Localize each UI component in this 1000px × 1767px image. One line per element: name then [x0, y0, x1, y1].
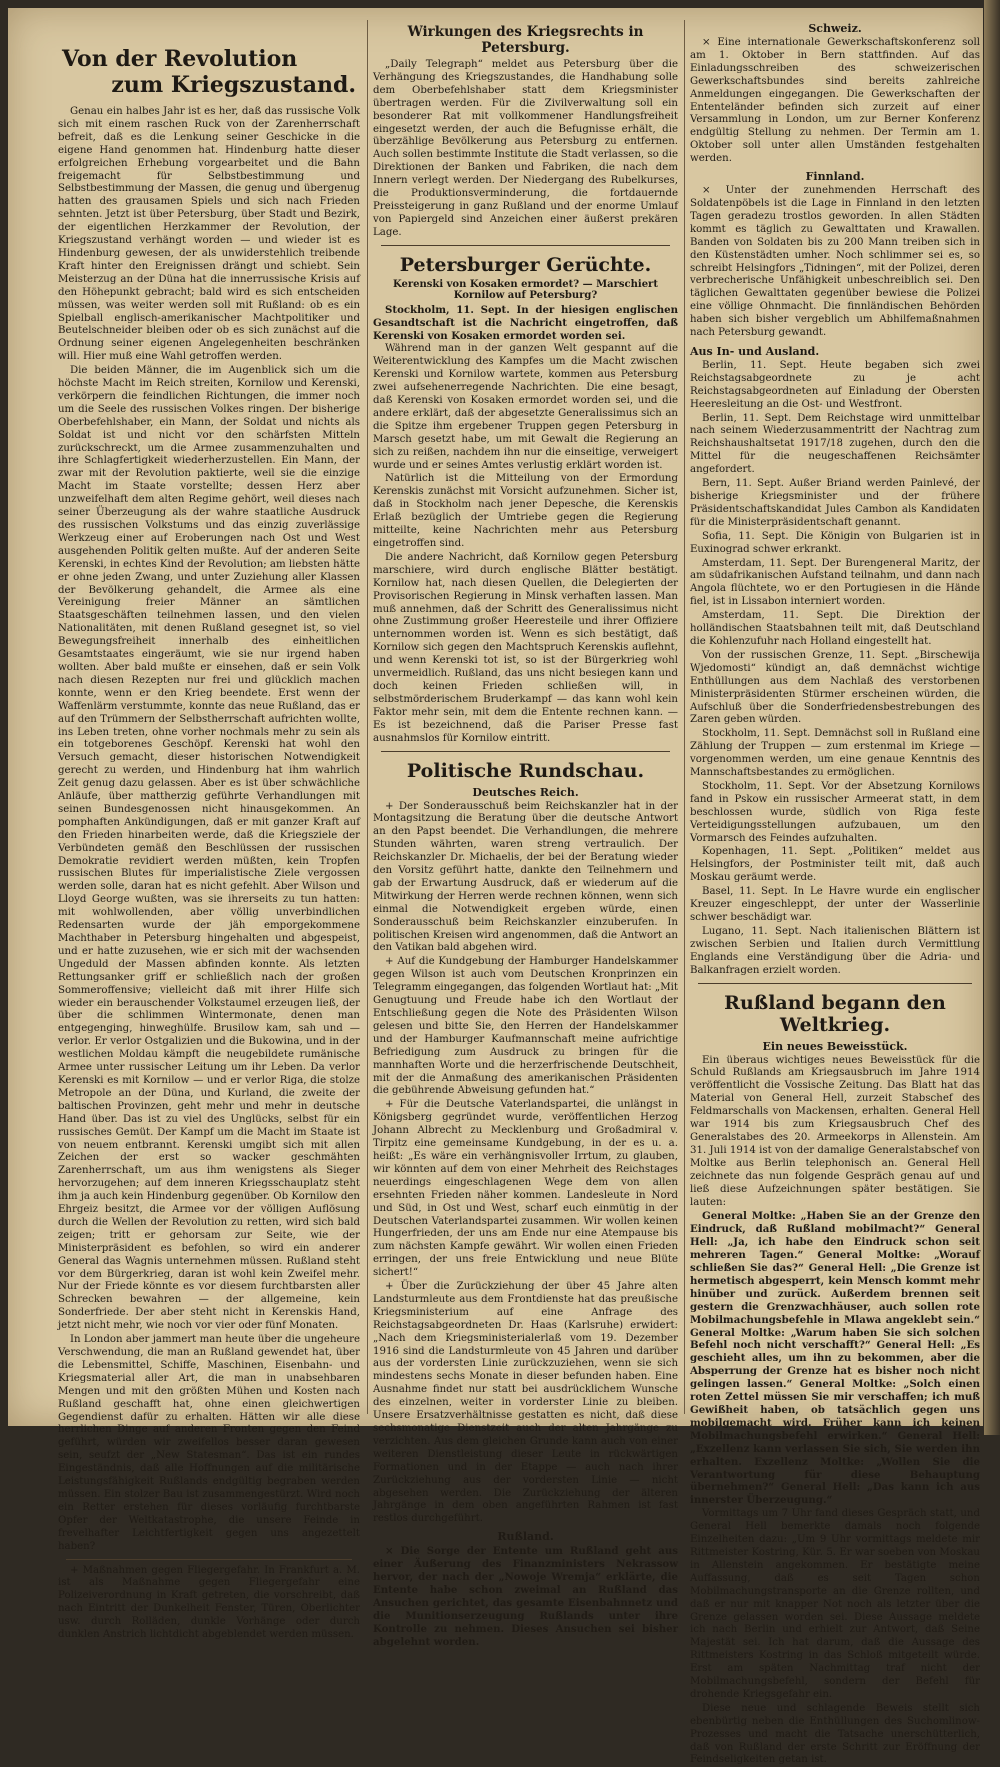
adjacent-page-edge [984, 0, 1000, 1435]
news-item: Berlin, 11. Sept. Heute begaben sich zwei Reichstagsabgeordnete zu je acht Reichstagsabgeordneten auf Einladung der Obersten Heeresleitung an die Ost- und Westfront. [690, 359, 980, 410]
section-subtitle: Rußland. [497, 1530, 554, 1544]
column-right [690, 18, 980, 1766]
column-rule [684, 20, 685, 1414]
section-title: Finnland. [805, 170, 865, 184]
news-item: Lugano, 11. Sept. Nach italienischen Blättern ist zwischen Serbien und Italien durch Vermittlung Englands eine Verständigung über die Adria- und Balkanfragen erzielt worden. [690, 925, 980, 976]
article-paragraph: × Die Sorge der Entente um Rußland geht aus einer Äußerung des Finanzministers Nekrassow hervor, der nach der „Nowoje Wremja“ erklärte, die Entente habe schon zweimal an Rußland das Ansuchen gerichtet, das gesamte Eisenbahnnetz und die Munitionserzeugung Rußlands unter ihre Kontrolle zu nehmen. Dieses Ansuchen sei bisher abgelehnt worden. [373, 1545, 678, 1648]
article-paragraph: In London aber jammert man heute über die ungeheure Verschwendung, die man an Rußland gewendet hat, über die Lebensmittel, Schiffe, Maschinen, Eisenbahn- und Kriegsmaterial aller Art, die man in unabsehbaren Mengen und mit den größten Mühen und Kosten nach Rußland geschafft hat, ohne einen gleichwertigen Gegendienst dafür zu erhalten. Hätten wir alle diese herrlichen Dinge auf anderen Fronten gegen den Feind geführt, würden wir zweifellos besser daran gewesen sein, seufzt der „New Statesman“. Das ist ein rundes Eingeständnis, daß alle Hoffnungen auf die militärische Leistungsfähigkeit Rußlands endgültig begraben werden müssen. Ein stolzer Bau ist zusammengestürzt. Wird noch ein Retter erstehen für dieses vorläufig furchtbarste Opfer der Weltkatastrophe, die unsere Feinde in frevelhafter Leichtfertigkeit gegen uns angezettelt haben? [58, 1334, 360, 1552]
article-paragraph: + Über die Zurückziehung der über 45 Jahre alten Landsturmleute aus dem Frontdienste hat das preußische Kriegsministerium auf eine Anfrage des Reichstagsabgeordneten Dr. Haas (Karlsruhe) erwidert: „Nach dem Kriegsministerialerlaß vom 19. Dezember 1916 sind die Landsturmleute von 45 Jahren und darüber aus der vordersten Linie zurückzuziehen, wenn sie sich mindestens sechs Monate in dieser befunden haben. Eine Ausnahme findet nur statt bei ausdrücklichem Wunsche des einzelnen, weiter in vorderster Linie zu bleiben. Unsere Ersatzverhältnisse gestatten es nicht, daß diese sechsmonatige Dienstzeit auch der alten Jahrgänge zu verzichten. Aus dem gleichen Grunde kann auch von einer weiteren Dienstleistung dieser Leute in rückwärtigen Formationen und in der Etappe — auch nach ihrer Zurückziehung aus der vordersten Linie — nicht abgesehen werden. Die Zurückziehung der älteren Jahrgänge in dem oben angeführten Rahmen ist fast restlos durchgeführt. [373, 1281, 678, 1525]
article-paragraph: Ein überaus wichtiges neues Beweisstück für die Schuld Rußlands am Kriegsausbruch im Jahre 1914 veröffentlicht die Vossische Zeitung. Das Blatt hat das Material von General Hell, zurzeit Stabschef des Feldmarschalls von Mackensen, erhalten. General Hell war 1914 bis zum Kriegsausbruch Chef des Generalstabes des 20. Armeekorps in Allenstein. Am 31. Juli 1914 ist von der damalige Generalstabschef von Moltke aus Berlin telephonisch an. General Hell zeichnete das nun folgende Gespräch genau auf und ließ diese Aufzeichnungen später bestätigen. Sie lauten: [690, 1054, 980, 1208]
article-paragraph: × Eine internationale Gewerkschaftskonferenz soll am 1. Oktober in Bern stattfinden. Auf das Einladungsschreiben des schweizerischen Gewerkschaftsbundes sind bereits zahlreiche Anmeldungen eingegangen. Die Gewerkschaften der Ententeländer befinden sich zurzeit auf einer Versammlung in London, um zur Berner Konferenz endgültig Stellung zu nehmen. Der Termin am 1. Oktober soll unter allen Umständen festgehalten werden. [690, 37, 980, 165]
section-title: Aus In- und Ausland. [690, 344, 820, 358]
headline-line-1: Von der Revolution [62, 46, 298, 72]
section-title: Schweiz. [808, 22, 862, 35]
article-paragraph: Genau ein halbes Jahr ist es her, daß das russische Volk sich mit einem raschen Ruck von der Zarenherrschaft befreit, daß es die Lenkung seiner Geschicke in die eigene Hand genommen hat. Hindenburg hatte dieser erfolgreichen Erhebung vorgearbeitet und die Bahn freigemacht für Selbstbestimmung und Selbstbestimmung der Massen, die genug und übergenug hatten des grausamen Spiels und sich nach Frieden sehnten. Jetzt ist über Petersburg, über Stadt und Bezirk, der eigentlichen Herzkammer der Revolution, der Kriegszustand verhängt worden — und wieder ist es Hindenburg gewesen, der als unwiderstehlich treibende Kraft hinter den Ereignissen drängt und schiebt. Sein Meisterzug an der Düna hat die innerrussische Krisis auf den Höhepunkt gebracht; bald wird es sich entscheiden müssen, was weiter werden soll mit Rußland: ob es ein Spielball englisch-amerikanischer Machtpolitiker und Beutelschneider bleiben oder ob es sich zunächst auf die Ordnung seiner eigenen Angelegenheiten beschränken will. Hier muß eine Wahl getroffen werden. [58, 106, 360, 363]
news-item: Stockholm, 11. Sept. Vor der Absetzung Kornilows fand in Pskow ein russischer Armeerat statt, in dem beschlossen wurde, südlich von Riga feste Verteidigungsstellungen aufzubauen, um den Vormarsch des Feindes aufzuhalten. [690, 780, 980, 844]
section-title: Petersburger Gerüchte. [399, 253, 652, 276]
section-subtitle: Deutsches Reich. [472, 785, 579, 799]
article-paragraph: Diese neue und schlagende Beweis stellt sich ebenbürtig neben die Enthüllungen des Suchomlinow-Prozesses und macht die Tatsache unerschütterlich, daß von Rußland der erste Schritt zur Eröffnung der Feindseligkeiten getan ist. [690, 1702, 980, 1766]
divider [381, 245, 670, 246]
article-paragraph: + Auf die Kundgebung der Hamburger Handelskammer gegen Wilson ist auch vom Deutschen Kronprinzen ein Telegramm eingegangen, das folgenden Wortlaut hat: „Mit Genugtuung und Freude habe ich den Wortlaut der Entschließung gegen die Note des Präsidenten Wilson gelesen und bitte Sie, den Herren der Handelskammer und der Hamburger Kaufmannschaft meine aufrichtige Befriedigung zum Ausdruck zu bringen für die mannhaften Worte und die herzerfrischende Deutschheit, mit der die Anmaßung des amerikanischen Präsidenten die gebührende Abweisung gefunden hat.“ [373, 956, 678, 1097]
news-item: Stockholm, 11. Sept. Demnächst soll in Rußland eine Zählung der Truppen — zum erstenmal im Kriege — vorgenommen werden, um eine genaue Kenntnis des Mannschaftsbestandes zu ermöglichen. [690, 728, 980, 779]
article-paragraph: Die beiden Männer, die im Augenblick sich um die höchste Macht im Reich streiten, Kornilow und Kerenski, verkörpern die feindlichen Richtungen, die immer noch um die Seele des russischen Volkes ringen. Der bisherige Oberbefehlshaber, ein Mann, der Soldat und nichts als Soldat ist und nicht vor den schärfsten Mitteln zurückschreckt, um die Armee zusammenzuhalten und ihre Schlagfertigkeit wiederherzustellen. Ein Mann, der zwar mit der Revolution paktierte, weil sie die einzige Macht im Staate vorstellte; dessen Herz aber unzweifelhaft dem alten Regime gehört, weil dieses nach seiner Überzeugung als der wahre staatliche Ausdruck des russischen Volkstums und das einzig zuverlässige Werkzeug einer auf Eroberungen nach Ost und West ausgehenden Politik gelten mußte. Auf der anderen Seite Kerenski, in echtes Kind der Revolution; am liebsten hätte er ohne jeden Zwang, und unter Zuziehung aller Klassen der Bevölkerung gehandelt, die Armee als eine Vereinigung freier Männer an sämtlichen Staatsgeschäften teilnehmen lassen, und den vielen Nationalitäten, mit denen Rußland gesegnet ist, so viel Bewegungsfreiheit innerhalb des einheitlichen Gesamtstaates eingeräumt, wie sie nur irgend haben wollten. Aber bald mußte er einsehen, daß er sein Volk nach diesen Rezepten nur frei und glücklich machen konnte, wenn er den Krieg beendete. Erst wenn der Waffenlärm verstummte, konnte das neue Rußland, das er auf den Trümmern der Selbstherrschaft aufrichten wollte, ins Leben treten, ohne vorher nochmals mehr zu sein als ein totgeborenes Geschöpf. Kerenski hat wohl den Versuch gemacht, dieser historischen Notwendigkeit gerecht zu werden, und Hindenburg hat ihm wahrlich Zeit genug dazu gelassen. Aber es ist über schwächliche Anläufe, über mattherzig geführte Verhandlungen mit seinen Bundesgenossen nicht hinausgekommen. An pomphaften Ankündigungen, daß er mit ganzer Kraft auf den Frieden hinarbeiten werde, daß die Kriegsziele der Verbündeten gemäß den Beschlüssen der russischen Demokratie revidiert werden müßten, kein Tropfen russischen Blutes für imperialistische Ziele vergossen werden solle, daran hat es nicht gefehlt. Aber Wilson und Lloyd George wußten, was sie ihrerseits zu tun hatten: mit wohlwollenden, aber völlig unverbindlichen Redensarten wurde der jäh emporgekommene Machthaber in Petersburg hingehalten und abgespeist, und er hatte zuzusehen, wie er sich mit der wachsenden Ungeduld der Massen abfinden konnte. Als letzten Rettungsanker griff er schließlich nach der großen Sommeroffensive; vielleicht daß mit ihrer Hilfe sich wieder ein berauschender Volkstaumel erzeugen ließ, der über die schlimmen Wintermonate, denen man entgegenging, hinweghülfe. Brusilow kam, sah und — verlor. Er verlor Ostgalizien und die Bukowina, und in der westlichen Moldau kämpft die neugebildete rumänische Armee unter russischer Leitung um ihr Leben. Da verlor Kerenski es mit Kornilow — und er verlor Riga, die stolze Metropole an der Düna, und Kurland, die zweite der baltischen Provinzen, geht mehr und mehr in deutsche Hand über. Das ist zu viel des Unglücks, selbst für ein russisches Gemüt. Der Kampf um die Macht im Staate ist von neuem entbrannt. Kerenski umgibt sich mit allen Zeichen der erst so wacker geschmähten Zarenherrschaft, um aus ihm wenigstens als Sieger hervorzugehen; auf dem inneren Kriegsschauplatz steht ihm ja auch kein Hindenburg gegenüber. Ob Kornilow den Ehrgeiz besitzt, die Armee vor der völligen Auflösung durch die Wellen der Revolution zu retten, wird sich bald zeigen; tritt er gehorsam zur Seite, wie der Ministerpräsident es befohlen, so wird ein anderer General das Wagnis unternehmen müssen. Rußland steht vor dem Bürgerkrieg, daran ist wohl kein Zweifel mehr. Nur der Friede könnte es vor diesem furchtbarsten aller Schrecken bewahren — der allgemeine, kein Sonderfriede. Der aber steht nicht in Kerenskis Hand, jetzt nicht mehr, wie noch vor vier oder fünf Monaten. [58, 365, 360, 1332]
main-headline [62, 46, 360, 98]
section-title: Politische Rundschau. [406, 759, 645, 782]
divider [66, 1559, 352, 1560]
section-title: Rußland begann den Weltkrieg. [724, 991, 946, 1036]
article-paragraph: „Daily Telegraph“ meldet aus Petersburg über die Verhängung des Kriegszustandes, die Handhabung solle dem Oberbefehlshaber statt dem Kriegsminister übertragen werden. Für die Zivilverwaltung soll ein besonderer Rat mit vollkommener Handlungsfreiheit eingesetzt werden, der auch die Befugnisse erhält, die überzählige Bevölkerung aus Petersburg zu entfernen. Auch sollen bestimmte Institute die Stadt verlassen, so die Direktionen der Banken und Fabriken, die nach dem Innern verlegt werden. Der Niedergang des Rubelkurses, die Produktionsverminderung, die fortdauernde Preissteigerung in ganz Rußland und der enorme Umlauf von Papiergeld sind Anzeichen einer äußerst prekären Lage. [373, 59, 678, 238]
news-item: Amsterdam, 11. Sept. Die Direktion der holländischen Staatsbahnen teilt mit, daß Deutschland die Kohlenzufuhr nach Holland eingestellt hat. [690, 610, 980, 647]
divider [381, 751, 670, 752]
article-paragraph: + Maßnahmen gegen Fliegergefahr. In Frankfurt a. M. ist als Maßnahme gegen Fliegergefahr eine Polizeiverordnung in Kraft getreten, die vorschreibt, daß nach Eintritt der Dunkelheit Fenster, Türen, Oberlichter usw. durch Rolläden, dunkle Vorhänge oder durch dunklen Anstrich lichtdicht abgeblendet werden müssen. [58, 1564, 360, 1641]
article-paragraph: Vormittags um 7 Uhr fand dieses Gespräch statt, und General Hell bemerkte damals noch folgende Einzelheiten dazu: „Um 9 Uhr vormittags meldete mir Rittmeister Kostring, Kür. 5. Er war soeben von Moskau in Allenstein angekommen. Er bestätigte meine Auffassung, daß es seit Tagen schon Mobilmachungstransporte an die Grenze rollten, und daß er nur mit knapper Not noch als letzter über die Grenze gelassen worden sei. Diese Aussage meldete ich nach Berlin und erhielt zur Antwort, daß Seine Majestät sei. Ich hat darum, daß die Aussage des Rittmeisters Kostring in das Schloß mitgeteilt würde. Erst am späten Nachmittag traf nicht der Mobilmachungsbefehl, sondern der Befehl für drohende Kriegsgefahr ein. [690, 1508, 980, 1700]
headline-line-2: zum Kriegszustand. [111, 72, 356, 98]
news-item: Amsterdam, 11. Sept. Der Burengeneral Maritz, der am südafrikanischen Aufstand teilnahm, und dann nach Angola flüchtete, wo er den Portugiesen in die Hände fiel, ist in Lissabon interniert worden. [690, 557, 980, 608]
news-item: Bern, 11. Sept. Außer Briand werden Painlevé, der bisherige Kriegsminister und der frühere Präsidentschaftskandidat Jules Cambon als Kandidaten für die Ministerpräsidentschaft genannt. [690, 478, 980, 528]
column-rule [367, 20, 368, 1414]
newspaper-page [8, 8, 983, 1766]
section-subtitle: Kerenski von Kosaken ermordet? — Marschiert Kornilow auf Petersburg? [393, 278, 658, 301]
article-paragraph: Die andere Nachricht, daß Kornilow gegen Petersburg marschiere, wird durch englische Blätter bestätigt. Kornilow hat, nach diesen Quellen, die Delegierten der Provisorischen Regierung in Minsk verhaften lassen. Man muß annehmen, daß der Schritt des Generalissimus nicht ohne Zustimmung großer Heeresteile und ihrer Offiziere unternommen worden ist. Wenn es sich bestätigt, daß Kornilow sich gegen den Machtspruch Kerenskis auflehnt, und wenn Kerenski tot ist, so ist der Bürgerkrieg wohl unvermeidlich. Rußland, das uns nicht besiegen kann und doch keinen Frieden schließen will, in selbstmörderischem Bruderkampf — das kann wohl kein Faktor mehr sein, mit dem die Entente rechnen kann. — Es ist bezeichnend, daß die Pariser Presse fast ausnahmslos für Kornilow eintritt. [373, 551, 678, 744]
column-middle [373, 18, 678, 1648]
column-left [58, 18, 360, 1641]
article-paragraph: General Moltke: „Haben Sie an der Grenze den Eindruck, daß Rußland mobilmacht?“ General Hell: „Ja, ich habe den Eindruck schon seit mehreren Tagen.“ General Moltke: „Worauf schließen Sie das?“ General Hell: „Die Grenze ist hermetisch abgesperrt, kein Mensch kommt mehr hinüber und zurück. Außerdem brennen seit gestern die Grenzwachhäuser, auch sollen rote Mobilmachungsbefehle in Mlawa angeklebt sein.“ General Moltke: „Warum haben Sie sich solchen Befehl noch nicht verschafft?“ General Hell: „Es geschieht alles, um ihn zu bekommen, aber die Absperrung der Grenze hat es bisher noch nicht gelingen lassen.“ General Moltke: „Solch einen roten Zettel müssen Sie mir verschaffen; ich muß Gewißheit haben, ob tatsächlich gegen uns mobilgemacht wird. Früher kann ich keinen Mobilmachungsbefehl erwirken.“ General Hell: „Exzellenz kann verlassen Sie sich, Sie werden ihn erhalten. Exzellenz Moltke: „Wollen Sie die Verantwortung für diese Behauptung übernehmen?“ General Hell: „Das kann ich aus innerster Überzeugung.“ [690, 1210, 980, 1507]
section-subtitle: Ein neues Beweisstück. [762, 1039, 908, 1053]
divider [698, 983, 972, 984]
article-paragraph: Natürlich ist die Mitteilung von der Ermordung Kerenskis zunächst mit Vorsicht aufzunehmen. Sicher ist, daß in Stockholm nach jener Depesche, die Kerenskis Erlaß bezüglich der Umtriebe gegen die Regierung mitteilte, keine Nachrichten mehr aus Petersburg eingetroffen sind. [373, 473, 678, 549]
article-paragraph: + Für die Deutsche Vaterlandspartei, die unlängst in Königsberg gegründet wurde, veröffentlichen Herzog Johann Albrecht zu Mecklenburg und Großadmiral v. Tirpitz eine gemeinsame Kundgebung, in der es u. a. heißt: „Es wäre ein verhängnisvoller Irrtum, zu glauben, wir könnten auf dem von einer Mehrheit des Reichstages neuerdings eingeschlagenen Wege dem von allen ersehnten Frieden näher kommen. Landesleute in Nord und Süd, in Ost und West, scharf euch einmütig in der Deutschen Vaterlandspartei zusammen. Wir wollen keinen Hungerfrieden, der uns am Ende nur eine Atempause bis zum nächsten Kampfe gewährt. Wir wollen einen Frieden erringen, der uns freie Entwicklung und neue Blüte sichert!“ [373, 1099, 678, 1279]
news-item: Von der russischen Grenze, 11. Sept. „Birschewija Wjedomosti“ kündigt an, daß demnächst wichtige Enthüllungen aus dem Nachlaß des verstorbenen Ministerpräsidenten Stürmer erscheinen würden, die Aufschluß über die Sonderfriedensbestrebungen des Zaren geben würden. [690, 649, 980, 726]
news-item: Basel, 11. Sept. In Le Havre wurde ein englischer Kreuzer eingeschleppt, der unter der Wasserlinie schwer beschädigt war. [690, 886, 980, 923]
article-paragraph: Während man in der ganzen Welt gespannt auf die Weiterentwicklung des Kampfes um die Macht zwischen Kerenski und Kornilow wartete, kommen aus Petersburg zwei aufsehenerregende Nachrichten. Die eine besagt, daß Kerenski von Kosaken ermordet worden sei, und die andere erklärt, daß der abgesetzte Generalissimus sich an die Spitze ihm ergebener Truppen gegen Petersburg in Marsch gesetzt habe, um mit Gewalt die Regierung an sich zu reißen, nachdem ihn nur die einseitige, verweigert wurde und er seines Amtes verlustig erklärt worden ist. [373, 343, 678, 471]
news-item: Sofia, 11. Sept. Die Königin von Bulgarien ist in Euxinograd schwer erkrankt. [690, 530, 980, 555]
section-title: Wirkungen des Kriegsrechts in Petersburg. [407, 24, 644, 56]
article-paragraph: + Der Sonderausschuß beim Reichskanzler hat in der Montagsitzung die Beratung über die deutsche Antwort an den Papst beendet. Die Verhandlungen, die mehrere Stunden währten, waren streng vertraulich. Der Reichskanzler Dr. Michaelis, der bei der Beratung wieder den Vorsitz geführt hatte, dankte den Teilnehmern und gab der Erwartung Ausdruck, daß er wiederum auf die Mitwirkung der Herren werde rechnen können, wenn sich einmal die Notwendigkeit ergeben würde, einen Sonderausschuß beim Reichskanzler einzuberufen. In politischen Kreisen wird angenommen, daß die Antwort an den Vatikan bald abgehen wird. [373, 800, 678, 954]
article-lead: Stockholm, 11. Sept. In der hiesigen englischen Gesandtschaft ist die Nachricht eingetroffen, daß Kerenski von Kosaken ermordet worden sei. [373, 303, 678, 342]
news-item: Kopenhagen, 11. Sept. „Politiken“ meldet aus Helsingfors, der Postminister teilt mit, daß auch Moskau geräumt werde. [690, 846, 980, 884]
news-item: Berlin, 11. Sept. Dem Reichstage wird unmittelbar nach seinem Wiederzusammentritt der Nachtrag zum Reichshaushaltsetat 1917/18 zugehen, durch den die Mittel für die neugeschaffenen Reichsämter angefordert. [690, 412, 980, 476]
article-paragraph: × Unter der zunehmenden Herrschaft des Soldatenpöbels ist die Lage in Finnland in den letzten Tagen geradezu trostlos geworden. In allen Städten kommt es täglich zu Gewalttaten und Krawallen. Banden von Soldaten bis zu 200 Mann treiben sich in den Küstenstädten umher. Noch schlimmer sei es, so schreibt Helsingfors „Tidningen“, mit der Polizei, deren verbrecherische Unfähigkeit unbeschreiblich sei. Den täglichen Gewalttaten gegenüber bewiese die Polizei eine völlige Ohnmacht. Die finnländischen Behörden haben sich bisher vergeblich um Abhilfemaßnahmen nach Petersburg gewandt. [690, 185, 980, 339]
